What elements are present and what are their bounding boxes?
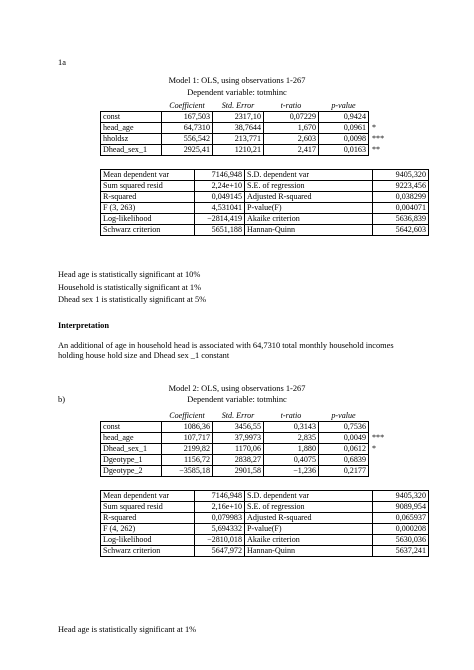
t-ratio-value: 2,417 bbox=[264, 145, 319, 156]
variable-name: hholdsz bbox=[101, 134, 162, 145]
stats-row bbox=[101, 192, 429, 203]
stats-row bbox=[101, 524, 429, 535]
t-ratio-value: 0,4075 bbox=[264, 455, 319, 466]
significance-stars bbox=[369, 112, 391, 123]
stat-value: 0,000208 bbox=[373, 524, 429, 535]
coefficient-value: 2199,82 bbox=[162, 444, 213, 455]
p-value-value: 0,0961 bbox=[319, 123, 369, 134]
stat-value: 5630,036 bbox=[373, 535, 429, 546]
variable-name: head_age bbox=[101, 123, 162, 134]
stat-value: 0,004071 bbox=[373, 203, 429, 214]
section-label-b: b) bbox=[58, 395, 65, 404]
stat-label: R-squared bbox=[101, 513, 195, 524]
stat-label: S.E. of regression bbox=[245, 502, 373, 513]
coef-row-dhead-sex-1 bbox=[101, 444, 391, 455]
stat-value: 0,038299 bbox=[373, 192, 429, 203]
interpretation-heading: Interpretation bbox=[58, 321, 110, 330]
significance-stars: ** bbox=[372, 145, 381, 154]
stats-row bbox=[101, 491, 429, 502]
header-p-value: p-value bbox=[331, 411, 356, 420]
coef-row-head-age bbox=[101, 433, 391, 444]
significance-stars bbox=[369, 466, 391, 477]
stat-value: 9405,320 bbox=[373, 491, 429, 502]
stat-value: 9223,456 bbox=[373, 181, 429, 192]
stat-label: R-squared bbox=[101, 192, 195, 203]
model1-coefficient-table bbox=[100, 101, 391, 156]
p-value-value: 0,2177 bbox=[319, 466, 369, 477]
p-value-value: 0,0163 bbox=[319, 145, 369, 156]
stat-label: Adjusted R-squared bbox=[245, 192, 373, 203]
stat-value: 0,079983 bbox=[195, 513, 245, 524]
coef-row-dgeotype-2 bbox=[101, 466, 391, 477]
std-error-value: 2838,27 bbox=[213, 455, 264, 466]
header-t-ratio: t-ratio bbox=[280, 411, 302, 420]
coefficient-value: 167,503 bbox=[162, 112, 213, 123]
stat-label: F (3, 263) bbox=[101, 203, 195, 214]
coefficient-value: 1156,72 bbox=[162, 455, 213, 466]
stat-value: 5,694332 bbox=[195, 524, 245, 535]
stats-row bbox=[101, 225, 429, 236]
stats-row bbox=[101, 546, 429, 557]
stat-value: 0,049145 bbox=[195, 192, 245, 203]
variable-name: head_age bbox=[101, 433, 162, 444]
significance-note-final: Head age is statistically significant at 1% bbox=[58, 625, 197, 634]
coef-row-const bbox=[101, 112, 391, 123]
model1-title: Model 1: OLS, using observations 1-267 bbox=[168, 76, 306, 85]
significance-stars: *** bbox=[372, 433, 385, 442]
significance-note-household: Household is statistically significant at 1% bbox=[58, 283, 202, 292]
p-value-value: 0,6839 bbox=[319, 455, 369, 466]
t-ratio-value: 2,603 bbox=[264, 134, 319, 145]
stat-label: Akaike criterion bbox=[245, 214, 373, 225]
model2-stats-table bbox=[100, 490, 429, 557]
section-label-1a: 1a bbox=[58, 58, 66, 67]
stat-label: Hannan-Quinn bbox=[245, 225, 373, 236]
stats-row bbox=[101, 502, 429, 513]
std-error-value: 38,7644 bbox=[213, 123, 264, 134]
stat-value: 7146,948 bbox=[195, 170, 245, 181]
std-error-value: 2317,10 bbox=[213, 112, 264, 123]
header-std-error: Std. Error bbox=[221, 411, 255, 420]
p-value-value: 0,7536 bbox=[319, 422, 369, 433]
significance-note-head-age: Head age is statistically significant at 10% bbox=[58, 270, 201, 279]
stat-label: F (4, 262) bbox=[101, 524, 195, 535]
coef-row-dgeotype-1 bbox=[101, 455, 391, 466]
header-coefficient: Coefficient bbox=[169, 411, 205, 420]
t-ratio-value: 0,3143 bbox=[264, 422, 319, 433]
std-error-value: 1170,06 bbox=[213, 444, 264, 455]
model2-coefficient-table bbox=[100, 411, 391, 477]
stat-value: 9089,954 bbox=[373, 502, 429, 513]
stats-row bbox=[101, 513, 429, 524]
p-value-value: 0,0049 bbox=[319, 433, 369, 444]
coef-row-head-age bbox=[101, 123, 391, 134]
stat-value: 5642,603 bbox=[373, 225, 429, 236]
coefficient-value: 1086,36 bbox=[162, 422, 213, 433]
t-ratio-value: 0,07229 bbox=[264, 112, 319, 123]
coef-row-const bbox=[101, 422, 391, 433]
coef-row-hholdsz bbox=[101, 134, 391, 145]
interpretation-text: An additional of age in household head is associated with 64,7310 total monthly household incomes holding house hold size and Dhead sex _1 constant bbox=[58, 341, 394, 361]
variable-name: const bbox=[101, 422, 162, 433]
stat-value: 9405,320 bbox=[373, 170, 429, 181]
coefficient-value: 556,542 bbox=[162, 134, 213, 145]
std-error-value: 2901,58 bbox=[213, 466, 264, 477]
coefficient-value: 64,7310 bbox=[162, 123, 213, 134]
stat-label: Schwarz criterion bbox=[101, 225, 195, 236]
model2-dependent: Dependent variable: totmhinc bbox=[187, 395, 287, 404]
stat-label: Adjusted R-squared bbox=[245, 513, 373, 524]
variable-name: const bbox=[101, 112, 162, 123]
std-error-value: 3456,55 bbox=[213, 422, 264, 433]
stat-value: 0,065937 bbox=[373, 513, 429, 524]
t-ratio-value: 1,670 bbox=[264, 123, 319, 134]
model1-stats-table bbox=[100, 169, 429, 236]
stat-label: Mean dependent var bbox=[101, 170, 195, 181]
variable-name: Dgeotype_2 bbox=[101, 466, 162, 477]
stats-row bbox=[101, 535, 429, 546]
p-value-value: 0,9424 bbox=[319, 112, 369, 123]
header-coefficient: Coefficient bbox=[169, 101, 205, 110]
stat-value: 2,24e+10 bbox=[195, 181, 245, 192]
stat-value: 2,16e+10 bbox=[195, 502, 245, 513]
coefficient-value: 2925,41 bbox=[162, 145, 213, 156]
coefficient-value: 107,717 bbox=[162, 433, 213, 444]
stats-row bbox=[101, 170, 429, 181]
stat-label: Log-likelihood bbox=[101, 214, 195, 225]
p-value-value: 0,0098 bbox=[319, 134, 369, 145]
stat-label: S.E. of regression bbox=[245, 181, 373, 192]
stat-label: Hannan-Quinn bbox=[245, 546, 373, 557]
coef-row-dhead-sex-1 bbox=[101, 145, 391, 156]
stats-row bbox=[101, 203, 429, 214]
variable-name: Dhead_sex_1 bbox=[101, 444, 162, 455]
variable-name: Dgeotype_1 bbox=[101, 455, 162, 466]
stat-value: 5636,839 bbox=[373, 214, 429, 225]
t-ratio-value: 2,835 bbox=[264, 433, 319, 444]
model1-dependent: Dependent variable: totmhinc bbox=[187, 88, 287, 97]
stat-value: 5651,188 bbox=[195, 225, 245, 236]
stat-value: −2814,419 bbox=[195, 214, 245, 225]
variable-name: Dhead_sex_1 bbox=[101, 145, 162, 156]
stat-value: 5637,241 bbox=[373, 546, 429, 557]
stat-label: Mean dependent var bbox=[101, 491, 195, 502]
significance-stars bbox=[369, 422, 391, 433]
stats-row bbox=[101, 181, 429, 192]
std-error-value: 213,771 bbox=[213, 134, 264, 145]
stat-label: Akaike criterion bbox=[245, 535, 373, 546]
stat-label: Sum squared resid bbox=[101, 502, 195, 513]
stat-label: P-value(F) bbox=[245, 203, 373, 214]
std-error-value: 37,9973 bbox=[213, 433, 264, 444]
model2-title: Model 2: OLS, using observations 1-267 bbox=[168, 384, 306, 393]
stat-value: 5647,972 bbox=[195, 546, 245, 557]
stat-label: S.D. dependent var bbox=[245, 170, 373, 181]
significance-stars: * bbox=[372, 123, 377, 132]
t-ratio-value: 1,880 bbox=[264, 444, 319, 455]
significance-note-dhead-sex: Dhead sex 1 is statistically significant at 5% bbox=[58, 295, 207, 304]
stat-value: 7146,948 bbox=[195, 491, 245, 502]
stat-label: Schwarz criterion bbox=[101, 546, 195, 557]
stat-label: Log-likelihood bbox=[101, 535, 195, 546]
significance-stars: * bbox=[372, 444, 377, 453]
t-ratio-value: −1,236 bbox=[264, 466, 319, 477]
stats-row bbox=[101, 214, 429, 225]
coefficient-value: −3585,18 bbox=[162, 466, 213, 477]
stat-label: Sum squared resid bbox=[101, 181, 195, 192]
std-error-value: 1210,21 bbox=[213, 145, 264, 156]
significance-stars bbox=[369, 455, 391, 466]
p-value-value: 0,0612 bbox=[319, 444, 369, 455]
significance-stars: *** bbox=[372, 134, 385, 143]
header-t-ratio: t-ratio bbox=[280, 101, 302, 110]
stat-value: 4,531041 bbox=[195, 203, 245, 214]
stat-value: −2810,018 bbox=[195, 535, 245, 546]
header-p-value: p-value bbox=[331, 101, 356, 110]
header-std-error: Std. Error bbox=[221, 101, 255, 110]
stat-label: P-value(F) bbox=[245, 524, 373, 535]
stat-label: S.D. dependent var bbox=[245, 491, 373, 502]
